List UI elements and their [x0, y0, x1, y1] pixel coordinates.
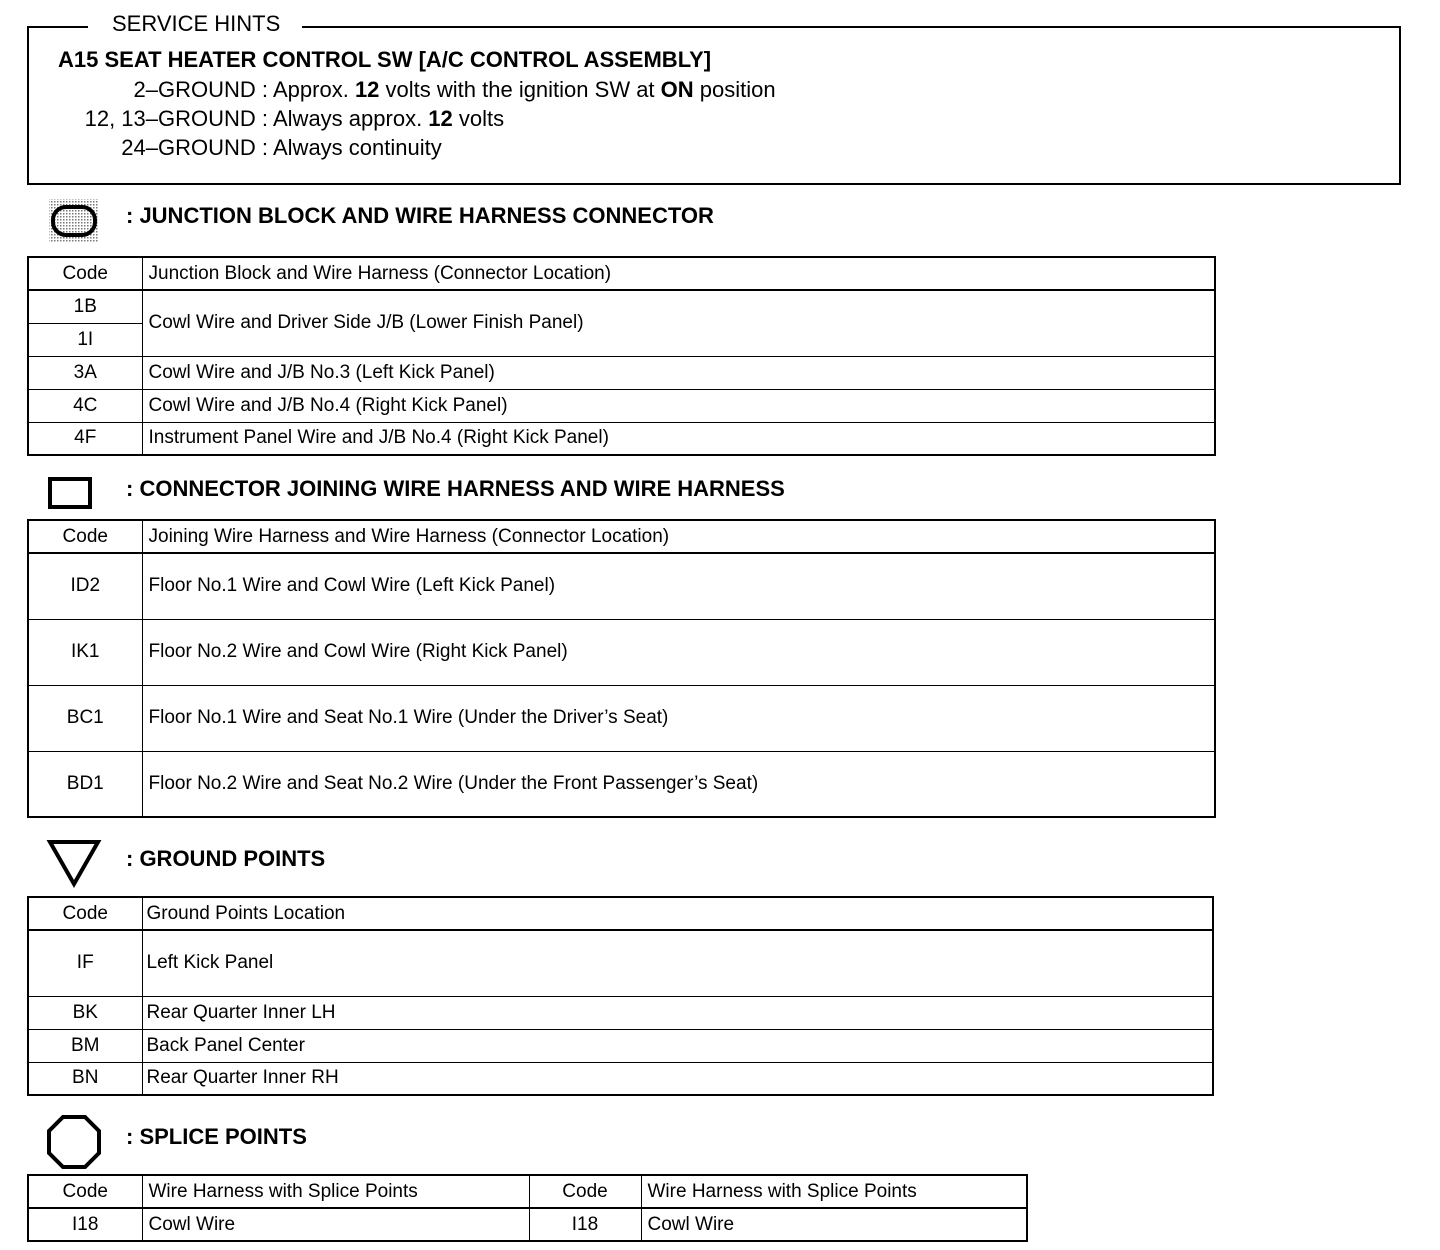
- table-row: [28, 553, 1215, 619]
- table-row: [28, 751, 1215, 817]
- table-row: [28, 619, 1215, 685]
- table-header-row: [28, 520, 1215, 553]
- location-cell: Cowl Wire and Driver Side J/B (Lower Finish Panel): [142, 290, 1215, 356]
- hint-value-2: [273, 105, 504, 133]
- code-cell: IK1: [28, 619, 142, 685]
- location-cell: Left Kick Panel: [142, 930, 1213, 996]
- table-row: [28, 930, 1213, 996]
- location-cell: Floor No.1 Wire and Cowl Wire (Left Kick Panel): [142, 553, 1215, 619]
- splice-table: [27, 1174, 1028, 1242]
- table-row: [28, 422, 1215, 455]
- table-row: [28, 1208, 1027, 1241]
- hint-label-3: 24–GROUND :: [121, 135, 268, 160]
- code-cell: BD1: [28, 751, 142, 817]
- ground-triangle-icon: [46, 838, 104, 890]
- table-header-row: [28, 897, 1213, 930]
- connector-table: [27, 519, 1216, 818]
- hint-bold: 12: [354, 77, 380, 102]
- location-cell: Floor No.2 Wire and Cowl Wire (Right Kick Panel): [142, 619, 1215, 685]
- hint-text: Always approx.: [273, 106, 429, 131]
- service-hints-title: SERVICE HINTS: [88, 10, 302, 38]
- header-code: Code: [28, 897, 142, 930]
- table-row: [28, 356, 1215, 389]
- harness-cell: Cowl Wire: [142, 1208, 529, 1241]
- splice-octagon-icon: [46, 1114, 102, 1170]
- connector-section-title: : CONNECTOR JOINING WIRE HARNESS AND WIRE HARNESS: [126, 476, 785, 501]
- hint-bold: 12: [428, 106, 453, 131]
- code-cell: I18: [529, 1208, 641, 1241]
- location-cell: Floor No.1 Wire and Seat No.1 Wire (Under the Driver’s Seat): [142, 685, 1215, 751]
- junction-section-title: : JUNCTION BLOCK AND WIRE HARNESS CONNECTOR: [126, 203, 714, 228]
- header-harness: Wire Harness with Splice Points: [641, 1175, 1027, 1208]
- table-row: [28, 1029, 1213, 1062]
- hint-text: volts with the ignition SW at: [379, 77, 661, 102]
- header-code: Code: [529, 1175, 641, 1208]
- header-code: Code: [28, 257, 142, 290]
- code-cell: BN: [28, 1062, 142, 1095]
- location-cell: Rear Quarter Inner RH: [142, 1062, 1213, 1095]
- hint-text: Approx.: [273, 77, 355, 102]
- junction-table: [27, 256, 1216, 456]
- code-cell: BC1: [28, 685, 142, 751]
- header-code: Code: [28, 1175, 142, 1208]
- ground-table: [27, 896, 1214, 1096]
- hint-label-2: 12, 13–GROUND :: [84, 106, 268, 131]
- table-header-row: [28, 257, 1215, 290]
- hint-label-1: 2–GROUND :: [133, 77, 268, 102]
- code-cell: I18: [28, 1208, 142, 1241]
- location-cell: Floor No.2 Wire and Seat No.2 Wire (Under the Front Passenger’s Seat): [142, 751, 1215, 817]
- header-location: Joining Wire Harness and Wire Harness (Connector Location): [142, 520, 1215, 553]
- connector-icon: [48, 476, 94, 512]
- header-code: Code: [28, 520, 142, 553]
- harness-cell: Cowl Wire: [641, 1208, 1027, 1241]
- hint-text: position: [693, 77, 776, 102]
- code-cell: BK: [28, 996, 142, 1029]
- table-row: [28, 685, 1215, 751]
- code-cell: 4F: [28, 422, 142, 455]
- code-cell: 3A: [28, 356, 142, 389]
- table-row: [28, 290, 1215, 323]
- code-cell: 1B: [28, 290, 142, 323]
- location-cell: Cowl Wire and J/B No.3 (Left Kick Panel): [142, 356, 1215, 389]
- code-cell: IF: [28, 930, 142, 996]
- header-harness: Wire Harness with Splice Points: [142, 1175, 529, 1208]
- location-cell: Back Panel Center: [142, 1029, 1213, 1062]
- table-header-row: [28, 1175, 1027, 1208]
- table-row: [28, 996, 1213, 1029]
- splice-section-title: : SPLICE POINTS: [126, 1124, 307, 1149]
- ground-section-title: : GROUND POINTS: [126, 846, 326, 871]
- code-cell: 4C: [28, 389, 142, 422]
- hint-text: volts: [452, 106, 505, 131]
- component-title: A15 SEAT HEATER CONTROL SW [A/C CONTROL ASSEMBLY]: [58, 47, 712, 72]
- location-cell: Cowl Wire and J/B No.4 (Right Kick Panel): [142, 389, 1215, 422]
- location-cell: Rear Quarter Inner LH: [142, 996, 1213, 1029]
- hint-lines: [0, 76, 1440, 166]
- code-cell: ID2: [28, 553, 142, 619]
- code-cell: BM: [28, 1029, 142, 1062]
- junction-block-icon: [48, 198, 102, 246]
- hint-bold: ON: [660, 77, 694, 102]
- code-cell: 1I: [28, 323, 142, 356]
- hint-value-1: [273, 76, 776, 104]
- table-row: [28, 1062, 1213, 1095]
- header-location: Ground Points Location: [142, 897, 1213, 930]
- hint-value-3: Always continuity: [273, 135, 442, 160]
- table-row: [28, 389, 1215, 422]
- location-cell: Instrument Panel Wire and J/B No.4 (Right Kick Panel): [142, 422, 1215, 455]
- header-location: Junction Block and Wire Harness (Connector Location): [142, 257, 1215, 290]
